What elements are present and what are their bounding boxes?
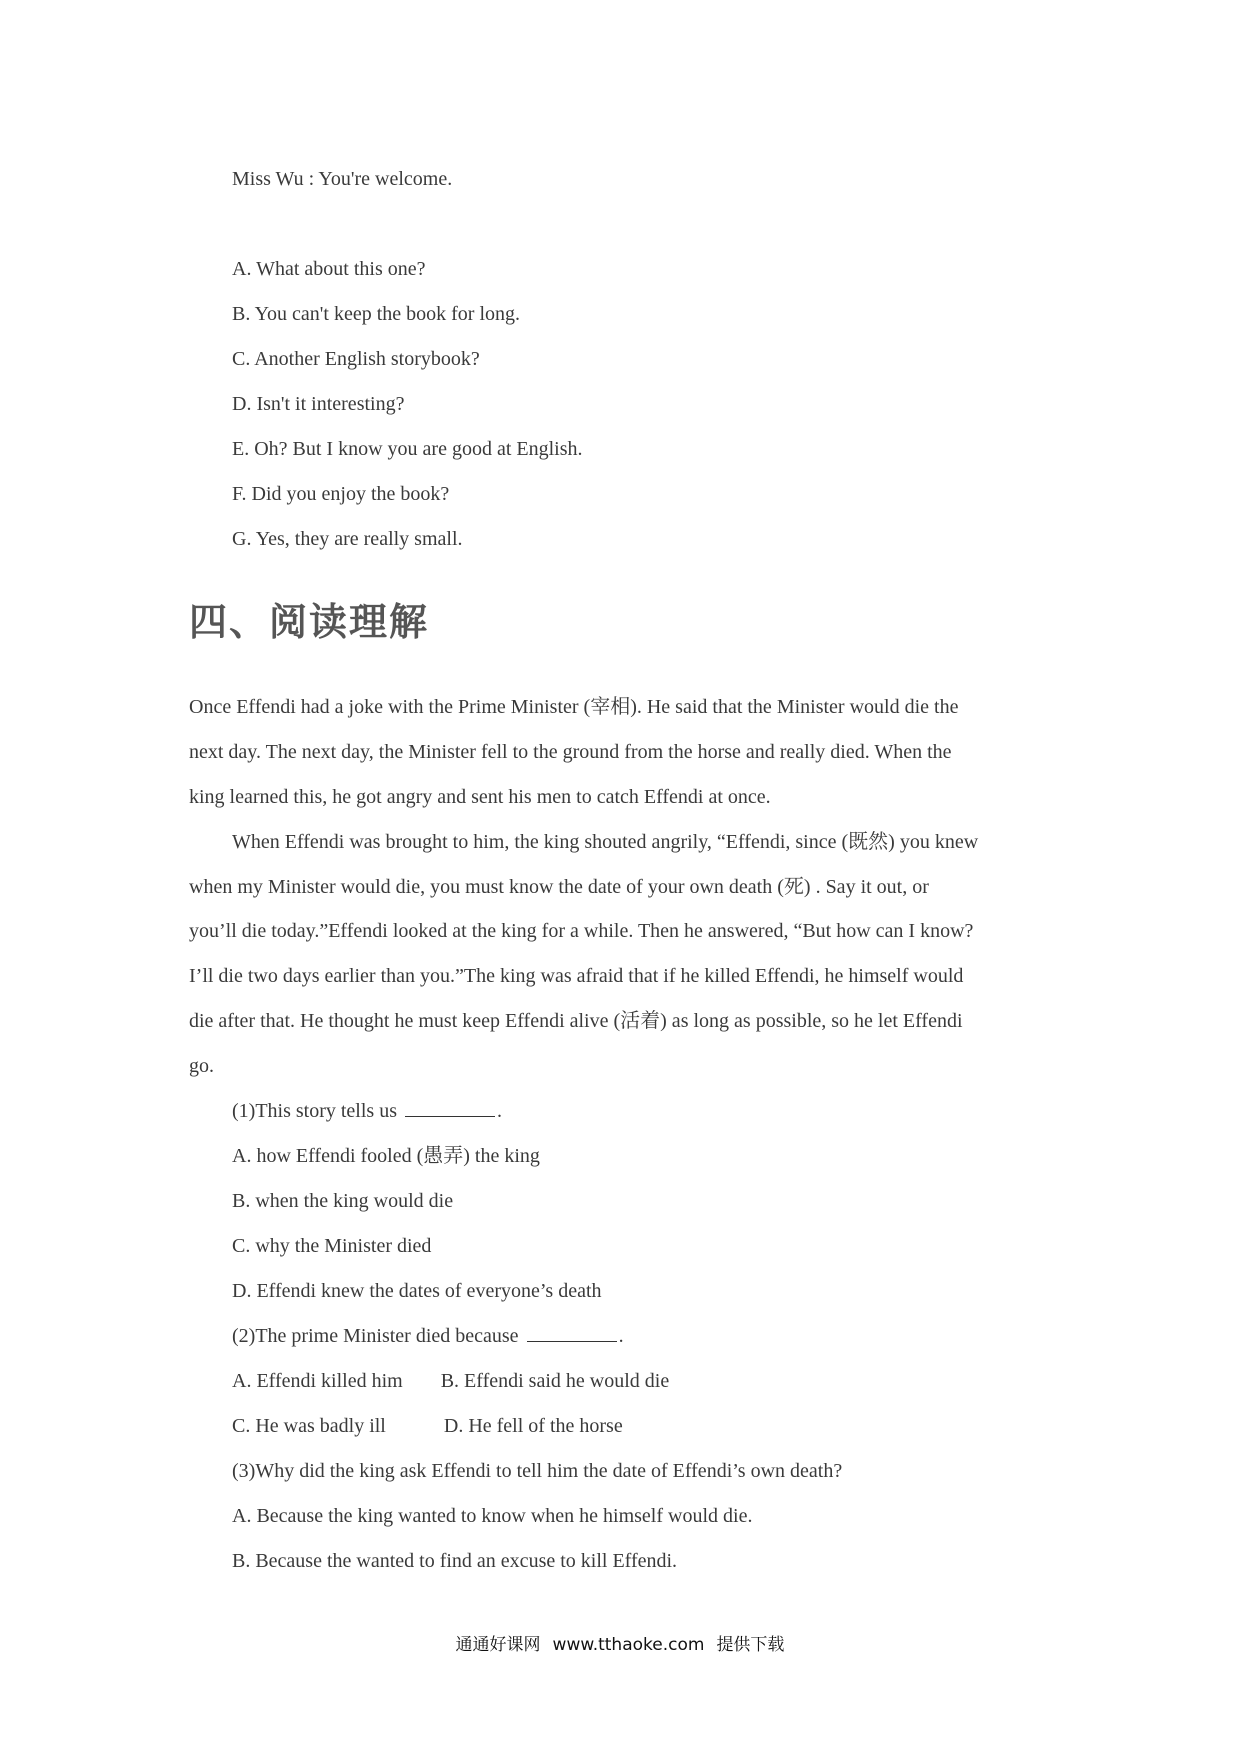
- option-a: A. What about this one?: [232, 258, 426, 280]
- q3-option-b: B. Because the wanted to find an excuse to kill Effendi.: [232, 1550, 678, 1572]
- q1-option-c: C. why the Minister died: [232, 1235, 432, 1257]
- q1-option-b: B. when the king would die: [232, 1190, 454, 1212]
- question-stem: (1)This story tells us: [232, 1100, 397, 1122]
- option-f: F. Did you enjoy the book?: [232, 483, 450, 505]
- passage-line: go.: [189, 1055, 214, 1077]
- passage-line: When Effendi was brought to him, the king shouted angrily, “Effendi, since (既然) you knew: [232, 831, 979, 853]
- question-end: .: [497, 1100, 502, 1122]
- q2-options-row-2: [232, 1413, 623, 1439]
- option-g: G. Yes, they are really small.: [232, 528, 463, 550]
- q2-option-b: B. Effendi said he would die: [440, 1370, 670, 1392]
- q3-option-a: A. Because the king wanted to know when he himself would die.: [232, 1505, 753, 1527]
- option-c: C. Another English storybook?: [232, 348, 480, 370]
- q2-option-a: A. Effendi killed him: [232, 1370, 403, 1392]
- question-2: [232, 1323, 624, 1349]
- question-stem: (2)The prime Minister died because: [232, 1325, 519, 1347]
- q1-option-d: D. Effendi knew the dates of everyone’s death: [232, 1280, 602, 1302]
- passage-line: you’ll die today.”Effendi looked at the king for a while. Then he answered, “But how can I know?: [189, 920, 974, 942]
- q2-options-row-1: [232, 1368, 669, 1394]
- question-1: [232, 1098, 502, 1124]
- dialogue-line: Miss Wu : You're welcome.: [232, 168, 453, 190]
- footer-suffix: 提供下载: [716, 1635, 785, 1655]
- page-footer: [0, 1630, 1240, 1655]
- answer-blank[interactable]: [405, 1098, 495, 1117]
- option-d: D. Isn't it interesting?: [232, 393, 405, 415]
- passage-line: Once Effendi had a joke with the Prime Minister (宰相). He said that the Minister would die the: [189, 696, 959, 718]
- q2-option-c: C. He was badly ill: [232, 1415, 386, 1437]
- footer-url[interactable]: www.tthaoke.com: [552, 1635, 705, 1655]
- passage-line: when my Minister would die, you must know the date of your own death (死) . Say it out, or: [189, 876, 929, 898]
- passage-line: next day. The next day, the Minister fell to the ground from the horse and really died. When the: [189, 741, 952, 763]
- question-end: .: [618, 1325, 624, 1347]
- q2-option-d: D. He fell of the horse: [443, 1415, 623, 1437]
- question-3: (3)Why did the king ask Effendi to tell him the date of Effendi’s own death?: [232, 1460, 843, 1482]
- option-b: B. You can't keep the book for long.: [232, 303, 521, 325]
- passage-line: I’ll die two days earlier than you.”The king was afraid that if he killed Effendi, he himself would: [189, 965, 964, 987]
- answer-blank[interactable]: [527, 1323, 617, 1342]
- q1-option-a: A. how Effendi fooled (愚弄) the king: [232, 1145, 540, 1167]
- passage-line: die after that. He thought he must keep Effendi alive (活着) as long as possible, so he let Effendi: [189, 1010, 963, 1032]
- option-e: E. Oh? But I know you are good at English.: [232, 438, 583, 460]
- section-heading: 四、阅读理解: [189, 600, 430, 644]
- footer-site-name: 通通好课网: [455, 1635, 541, 1655]
- passage-line: king learned this, he got angry and sent his men to catch Effendi at once.: [189, 786, 771, 808]
